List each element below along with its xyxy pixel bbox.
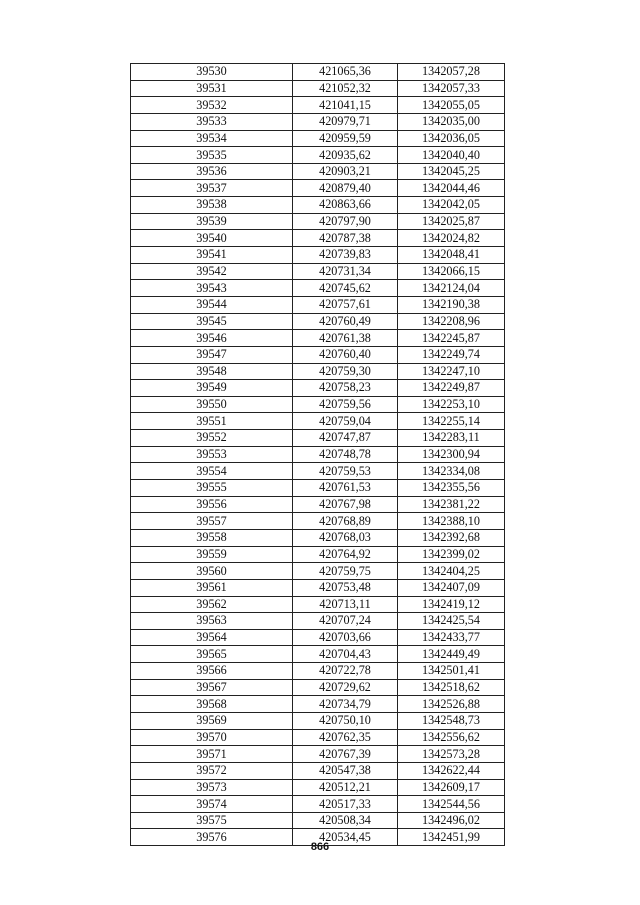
point-number-cell: 39549 — [131, 380, 293, 397]
x-coordinate-cell: 421065,36 — [293, 64, 398, 81]
point-number-cell: 39552 — [131, 430, 293, 447]
x-coordinate-cell: 420745,62 — [293, 280, 398, 297]
point-number-cell: 39567 — [131, 679, 293, 696]
x-coordinate-cell: 420797,90 — [293, 213, 398, 230]
table-row — [131, 513, 505, 530]
y-coordinate-cell: 1342399,02 — [398, 546, 505, 563]
page-number: 866 — [310, 841, 330, 853]
point-number-cell: 39558 — [131, 529, 293, 546]
x-coordinate-cell: 420750,10 — [293, 712, 398, 729]
y-coordinate-cell: 1342190,38 — [398, 296, 505, 313]
y-coordinate-cell: 1342501,41 — [398, 663, 505, 680]
table-row — [131, 563, 505, 580]
table-row — [131, 596, 505, 613]
y-coordinate-cell: 1342392,68 — [398, 529, 505, 546]
x-coordinate-cell: 420713,11 — [293, 596, 398, 613]
point-number-cell: 39564 — [131, 629, 293, 646]
point-number-cell: 39532 — [131, 97, 293, 114]
y-coordinate-cell: 1342573,28 — [398, 746, 505, 763]
table-row — [131, 64, 505, 81]
x-coordinate-cell: 420757,61 — [293, 296, 398, 313]
x-coordinate-cell: 420959,59 — [293, 130, 398, 147]
y-coordinate-cell: 1342451,99 — [398, 829, 505, 846]
table-row — [131, 380, 505, 397]
y-coordinate-cell: 1342025,87 — [398, 213, 505, 230]
x-coordinate-cell: 420935,62 — [293, 147, 398, 164]
table-row — [131, 446, 505, 463]
y-coordinate-cell: 1342433,77 — [398, 629, 505, 646]
y-coordinate-cell: 1342055,05 — [398, 97, 505, 114]
point-number-cell: 39563 — [131, 613, 293, 630]
y-coordinate-cell: 1342334,08 — [398, 463, 505, 480]
y-coordinate-cell: 1342044,46 — [398, 180, 505, 197]
point-number-cell: 39576 — [131, 829, 293, 846]
table-row — [131, 330, 505, 347]
x-coordinate-cell: 420729,62 — [293, 679, 398, 696]
x-coordinate-cell: 420787,38 — [293, 230, 398, 247]
x-coordinate-cell: 420759,75 — [293, 563, 398, 580]
table-row — [131, 313, 505, 330]
point-number-cell: 39575 — [131, 812, 293, 829]
table-row — [131, 230, 505, 247]
table-row — [131, 363, 505, 380]
point-number-cell: 39561 — [131, 579, 293, 596]
point-number-cell: 39540 — [131, 230, 293, 247]
point-number-cell: 39569 — [131, 712, 293, 729]
point-number-cell: 39543 — [131, 280, 293, 297]
x-coordinate-cell: 420534,45 — [293, 829, 398, 846]
x-coordinate-cell: 420547,38 — [293, 762, 398, 779]
x-coordinate-cell: 420761,53 — [293, 480, 398, 497]
y-coordinate-cell: 1342249,74 — [398, 346, 505, 363]
x-coordinate-cell: 420734,79 — [293, 696, 398, 713]
table-row — [131, 430, 505, 447]
table-row — [131, 529, 505, 546]
table-row — [131, 496, 505, 513]
x-coordinate-cell: 420760,49 — [293, 313, 398, 330]
y-coordinate-cell: 1342024,82 — [398, 230, 505, 247]
table-row — [131, 546, 505, 563]
x-coordinate-cell: 420768,03 — [293, 529, 398, 546]
x-coordinate-cell: 421041,15 — [293, 97, 398, 114]
y-coordinate-cell: 1342609,17 — [398, 779, 505, 796]
y-coordinate-cell: 1342449,49 — [398, 646, 505, 663]
x-coordinate-cell: 420767,39 — [293, 746, 398, 763]
table-row — [131, 463, 505, 480]
point-number-cell: 39559 — [131, 546, 293, 563]
point-number-cell: 39571 — [131, 746, 293, 763]
y-coordinate-cell: 1342035,00 — [398, 113, 505, 130]
table-row — [131, 80, 505, 97]
y-coordinate-cell: 1342518,62 — [398, 679, 505, 696]
point-number-cell: 39565 — [131, 646, 293, 663]
y-coordinate-cell: 1342556,62 — [398, 729, 505, 746]
table-row — [131, 280, 505, 297]
table-row — [131, 296, 505, 313]
x-coordinate-cell: 420704,43 — [293, 646, 398, 663]
x-coordinate-cell: 420767,98 — [293, 496, 398, 513]
table-row — [131, 812, 505, 829]
point-number-cell: 39548 — [131, 363, 293, 380]
y-coordinate-cell: 1342124,04 — [398, 280, 505, 297]
x-coordinate-cell: 420759,04 — [293, 413, 398, 430]
y-coordinate-cell: 1342247,10 — [398, 363, 505, 380]
x-coordinate-cell: 420879,40 — [293, 180, 398, 197]
x-coordinate-cell: 420764,92 — [293, 546, 398, 563]
table-row — [131, 97, 505, 114]
table-row — [131, 180, 505, 197]
table-row — [131, 679, 505, 696]
table-row — [131, 579, 505, 596]
point-number-cell: 39560 — [131, 563, 293, 580]
y-coordinate-cell: 1342548,73 — [398, 712, 505, 729]
point-number-cell: 39573 — [131, 779, 293, 796]
table-row — [131, 696, 505, 713]
point-number-cell: 39566 — [131, 663, 293, 680]
x-coordinate-cell: 420707,24 — [293, 613, 398, 630]
point-number-cell: 39531 — [131, 80, 293, 97]
x-coordinate-cell: 420731,34 — [293, 263, 398, 280]
x-coordinate-cell: 420722,78 — [293, 663, 398, 680]
x-coordinate-cell: 420508,34 — [293, 812, 398, 829]
table-row — [131, 480, 505, 497]
table-row — [131, 163, 505, 180]
table-row — [131, 629, 505, 646]
y-coordinate-cell: 1342253,10 — [398, 396, 505, 413]
x-coordinate-cell: 420758,23 — [293, 380, 398, 397]
y-coordinate-cell: 1342066,15 — [398, 263, 505, 280]
x-coordinate-cell: 420512,21 — [293, 779, 398, 796]
x-coordinate-cell: 420979,71 — [293, 113, 398, 130]
point-number-cell: 39536 — [131, 163, 293, 180]
x-coordinate-cell: 420759,30 — [293, 363, 398, 380]
table-row — [131, 396, 505, 413]
point-number-cell: 39574 — [131, 796, 293, 813]
y-coordinate-cell: 1342040,40 — [398, 147, 505, 164]
y-coordinate-cell: 1342419,12 — [398, 596, 505, 613]
y-coordinate-cell: 1342042,05 — [398, 197, 505, 214]
point-number-cell: 39553 — [131, 446, 293, 463]
point-number-cell: 39562 — [131, 596, 293, 613]
x-coordinate-cell: 420703,66 — [293, 629, 398, 646]
y-coordinate-cell: 1342526,88 — [398, 696, 505, 713]
y-coordinate-cell: 1342407,09 — [398, 579, 505, 596]
x-coordinate-cell: 420753,48 — [293, 579, 398, 596]
table-row — [131, 130, 505, 147]
x-coordinate-cell: 420759,56 — [293, 396, 398, 413]
table-row — [131, 413, 505, 430]
point-number-cell: 39538 — [131, 197, 293, 214]
y-coordinate-cell: 1342249,87 — [398, 380, 505, 397]
point-number-cell: 39570 — [131, 729, 293, 746]
y-coordinate-cell: 1342496,02 — [398, 812, 505, 829]
x-coordinate-cell: 421052,32 — [293, 80, 398, 97]
table-row — [131, 113, 505, 130]
point-number-cell: 39557 — [131, 513, 293, 530]
table-row — [131, 247, 505, 264]
table-row — [131, 646, 505, 663]
table-row — [131, 746, 505, 763]
table-row — [131, 613, 505, 630]
x-coordinate-cell: 420517,33 — [293, 796, 398, 813]
point-number-cell: 39535 — [131, 147, 293, 164]
y-coordinate-cell: 1342425,54 — [398, 613, 505, 630]
y-coordinate-cell: 1342355,56 — [398, 480, 505, 497]
point-number-cell: 39551 — [131, 413, 293, 430]
table-row — [131, 796, 505, 813]
table-row — [131, 147, 505, 164]
y-coordinate-cell: 1342208,96 — [398, 313, 505, 330]
x-coordinate-cell: 420903,21 — [293, 163, 398, 180]
y-coordinate-cell: 1342245,87 — [398, 330, 505, 347]
y-coordinate-cell: 1342381,22 — [398, 496, 505, 513]
y-coordinate-cell: 1342404,25 — [398, 563, 505, 580]
y-coordinate-cell: 1342057,28 — [398, 64, 505, 81]
x-coordinate-cell: 420761,38 — [293, 330, 398, 347]
point-number-cell: 39530 — [131, 64, 293, 81]
point-number-cell: 39545 — [131, 313, 293, 330]
table-row — [131, 729, 505, 746]
x-coordinate-cell: 420748,78 — [293, 446, 398, 463]
y-coordinate-cell: 1342057,33 — [398, 80, 505, 97]
coordinates-table-body — [131, 64, 505, 846]
point-number-cell: 39534 — [131, 130, 293, 147]
point-number-cell: 39544 — [131, 296, 293, 313]
y-coordinate-cell: 1342300,94 — [398, 446, 505, 463]
y-coordinate-cell: 1342036,05 — [398, 130, 505, 147]
point-number-cell: 39542 — [131, 263, 293, 280]
coordinates-table — [130, 63, 505, 846]
point-number-cell: 39546 — [131, 330, 293, 347]
x-coordinate-cell: 420863,66 — [293, 197, 398, 214]
point-number-cell: 39568 — [131, 696, 293, 713]
x-coordinate-cell: 420760,40 — [293, 346, 398, 363]
y-coordinate-cell: 1342544,56 — [398, 796, 505, 813]
x-coordinate-cell: 420747,87 — [293, 430, 398, 447]
point-number-cell: 39556 — [131, 496, 293, 513]
y-coordinate-cell: 1342622,44 — [398, 762, 505, 779]
point-number-cell: 39541 — [131, 247, 293, 264]
table-row — [131, 263, 505, 280]
table-row — [131, 197, 505, 214]
point-number-cell: 39537 — [131, 180, 293, 197]
y-coordinate-cell: 1342045,25 — [398, 163, 505, 180]
x-coordinate-cell: 420762,35 — [293, 729, 398, 746]
x-coordinate-cell: 420768,89 — [293, 513, 398, 530]
table-row — [131, 663, 505, 680]
y-coordinate-cell: 1342388,10 — [398, 513, 505, 530]
point-number-cell: 39547 — [131, 346, 293, 363]
point-number-cell: 39555 — [131, 480, 293, 497]
x-coordinate-cell: 420739,83 — [293, 247, 398, 264]
table-row — [131, 712, 505, 729]
point-number-cell: 39533 — [131, 113, 293, 130]
point-number-cell: 39539 — [131, 213, 293, 230]
x-coordinate-cell: 420759,53 — [293, 463, 398, 480]
y-coordinate-cell: 1342048,41 — [398, 247, 505, 264]
y-coordinate-cell: 1342255,14 — [398, 413, 505, 430]
y-coordinate-cell: 1342283,11 — [398, 430, 505, 447]
table-row — [131, 779, 505, 796]
table-row — [131, 346, 505, 363]
point-number-cell: 39550 — [131, 396, 293, 413]
table-row — [131, 762, 505, 779]
point-number-cell: 39572 — [131, 762, 293, 779]
table-row — [131, 213, 505, 230]
point-number-cell: 39554 — [131, 463, 293, 480]
